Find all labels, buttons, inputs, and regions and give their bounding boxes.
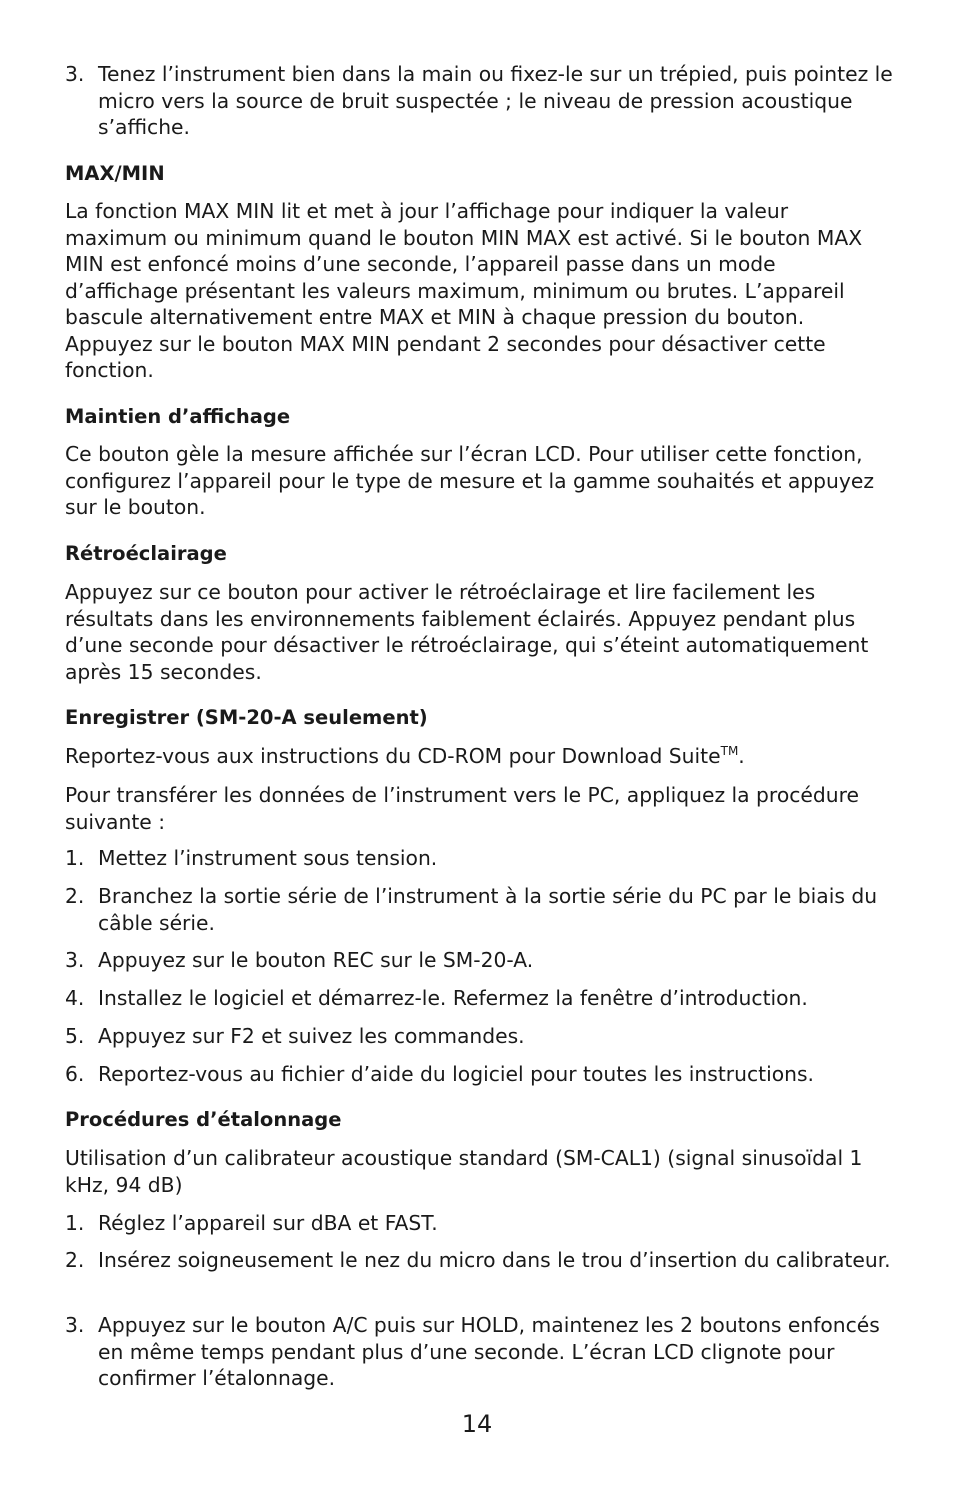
reference-end: .: [738, 744, 745, 768]
list-number: 1.: [65, 846, 85, 870]
list-number: 3.: [65, 62, 85, 86]
list-text: Appuyez sur le bouton REC sur le SM-20-A.: [98, 948, 534, 972]
list-text: Réglez l’appareil sur dBA et FAST.: [98, 1211, 438, 1235]
list-item: [65, 1023, 895, 1050]
section-heading-maxmin: MAX/MIN: [65, 162, 165, 185]
section-heading-hold: Maintien d’affichage: [65, 405, 291, 428]
list-text: Tenez l’instrument bien dans la main ou fixez-le sur un trépied, puis pointez le micro vers la source de bruit suspectée ; le niveau de pression acoustique s’affiche.: [98, 62, 893, 139]
paragraph-record-reference: [65, 743, 895, 770]
list-item: [65, 845, 895, 872]
list-item: [65, 1061, 895, 1088]
list-item: [65, 1247, 895, 1274]
list-number: 1.: [65, 1211, 85, 1235]
list-number: 5.: [65, 1024, 85, 1048]
list-number: 6.: [65, 1062, 85, 1086]
section-heading-calibration: Procédures d’étalonnage: [65, 1108, 342, 1131]
list-item: [65, 947, 895, 974]
list-item: [65, 1312, 895, 1392]
list-item: [65, 985, 895, 1012]
list-item: [65, 883, 895, 936]
list-text: Reportez-vous au fichier d’aide du logiciel pour toutes les instructions.: [98, 1062, 814, 1086]
section-heading-record: Enregistrer (SM-20-A seulement): [65, 706, 428, 729]
paragraph-hold: Ce bouton gèle la mesure affichée sur l’écran LCD. Pour utiliser cette fonction, configurez l’appareil pour le type de mesure et la gamme souhaités et appuyez sur le bouton.: [65, 442, 875, 519]
list-number: 3.: [65, 1313, 85, 1337]
paragraph-maxmin: La fonction MAX MIN lit et met à jour l’affichage pour indiquer la valeur maximum ou minimum quand le bouton MIN MAX est activé. Si le bouton MAX MIN est enfoncé moins d’une seconde, l’appareil passe dans un mode d’affichage présentant les valeurs maximum, minimum ou brutes. L’appareil bascule alternativement entre MAX et MIN à chaque pression du bouton. Appuyez sur le bouton MAX MIN pendant 2 secondes pour désactiver cette fonction.: [65, 199, 863, 382]
page-number: 14: [461, 1410, 493, 1438]
list-text: Appuyez sur F2 et suivez les commandes.: [98, 1024, 525, 1048]
list-number: 4.: [65, 986, 85, 1010]
paragraph-backlight: Appuyez sur ce bouton pour activer le rétroéclairage et lire facilement les résultats dans les environnements faiblement éclairés. Appuyez pendant plus d’une seconde pour désactiver le rétroéclairage, qui s’éteint automatiquement après 15 secondes.: [65, 580, 869, 684]
reference-text: Reportez-vous aux instructions du CD-ROM pour Download Suite: [65, 744, 721, 768]
list-text: Insérez soigneusement le nez du micro dans le trou d’insertion du calibrateur.: [98, 1248, 891, 1272]
list-number: 2.: [65, 1248, 85, 1272]
list-item: [65, 1210, 895, 1237]
paragraph-record-intro: Pour transférer les données de l’instrument vers le PC, appliquez la procédure suivante :: [65, 783, 859, 834]
list-text: Mettez l’instrument sous tension.: [98, 846, 438, 870]
list-item: [65, 61, 895, 141]
list-text: Installez le logiciel et démarrez-le. Refermez la fenêtre d’introduction.: [98, 986, 808, 1010]
list-text: Appuyez sur le bouton A/C puis sur HOLD, maintenez les 2 boutons enfoncés en même temps pendant plus d’une seconde. L’écran LCD clignote pour confirmer l’étalonnage.: [98, 1313, 880, 1390]
list-number: 3.: [65, 948, 85, 972]
list-text: Branchez la sortie série de l’instrument à la sortie série du PC par le biais du câble série.: [98, 884, 878, 935]
paragraph-calibration-intro: Utilisation d’un calibrateur acoustique standard (SM-CAL1) (signal sinusoïdal 1 kHz, 94 dB): [65, 1146, 863, 1197]
list-number: 2.: [65, 884, 85, 908]
section-heading-backlight: Rétroéclairage: [65, 542, 227, 565]
trademark-sup: TM: [720, 744, 739, 759]
